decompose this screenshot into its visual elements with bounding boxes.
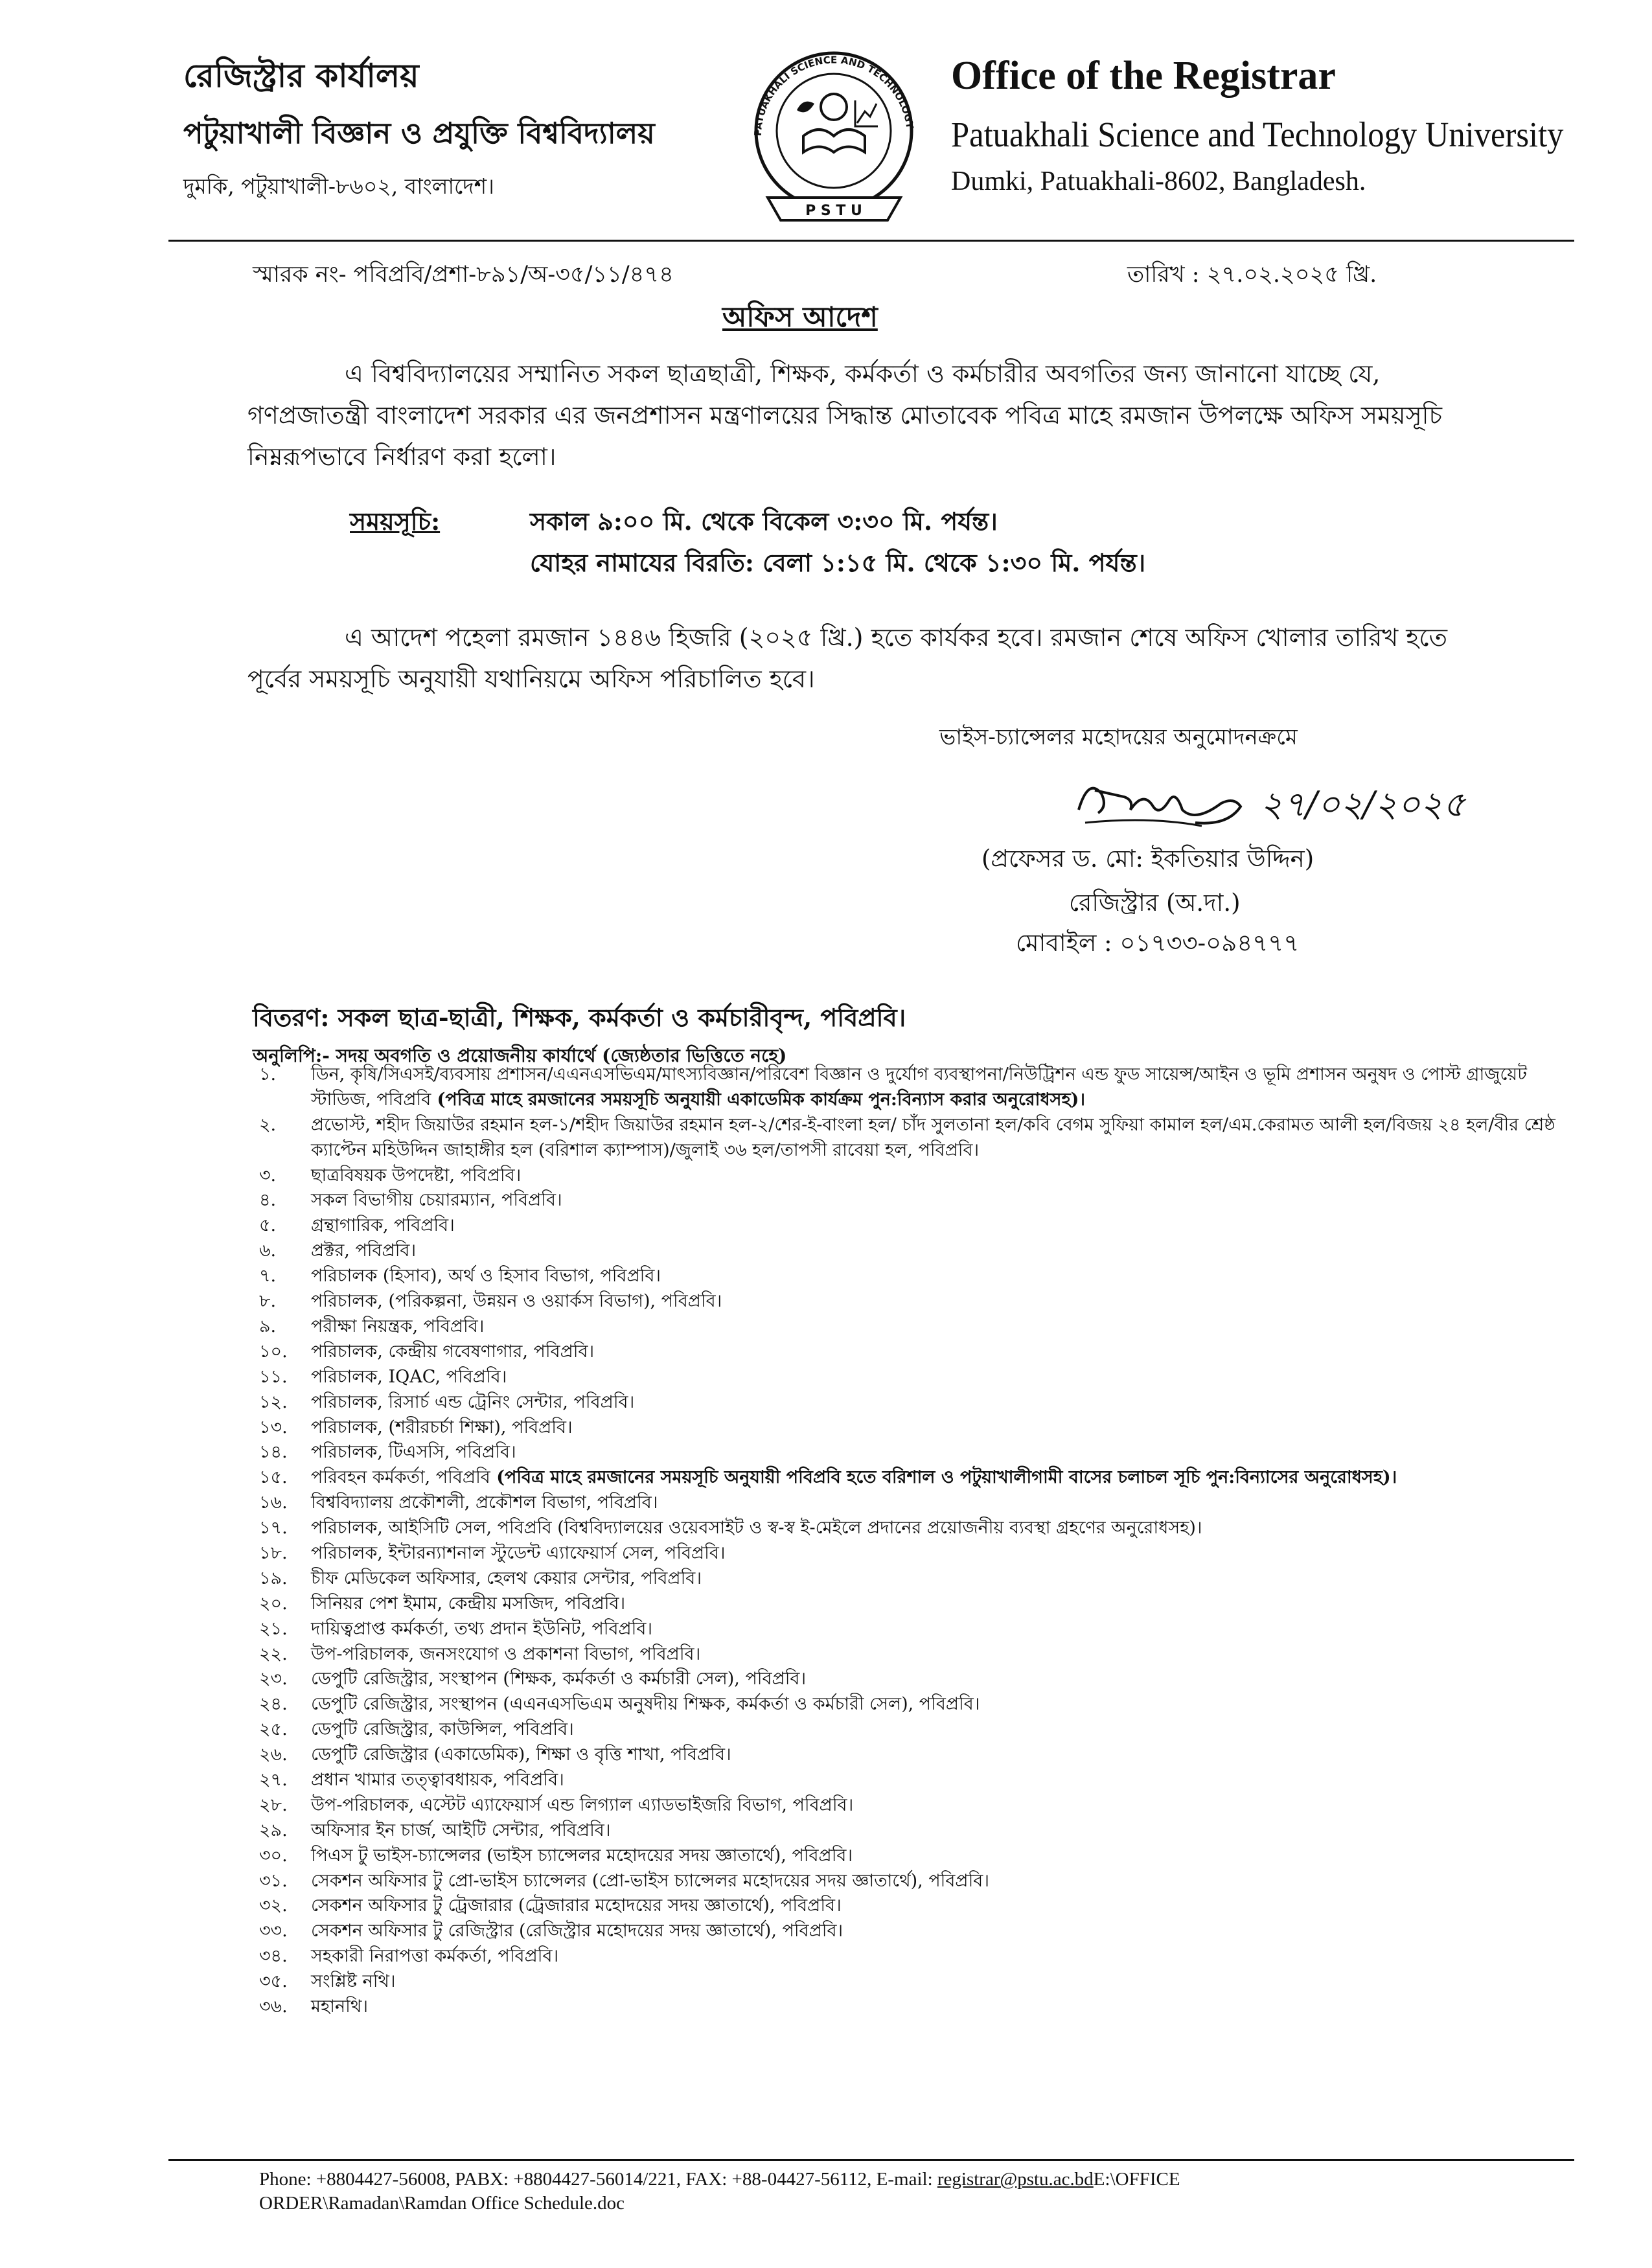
copy-item-recipient: পরিচালক, টিএসসি, পবিপ্রবি। <box>311 1442 516 1463</box>
copy-list-item <box>259 1491 1568 1516</box>
copy-item-text <box>311 1415 1561 1441</box>
copy-item-text <box>311 1642 1561 1667</box>
copy-item-number: ১৬. <box>259 1493 288 1513</box>
footer-contact <box>259 2168 1587 2216</box>
copy-item-recipient: পরিচালক, (পরিকল্পনা, উন্নয়ন ও ওয়ার্কস বিভাগ), পবিপ্রবি। <box>311 1291 722 1312</box>
signatory-name: (প্রফেসর ড. মো: ইকতিয়ার উদ্দিন) <box>981 845 1314 873</box>
copy-item-number: ৩. <box>259 1165 277 1186</box>
copy-list-item <box>259 1239 1568 1264</box>
copy-item-number: ১৭. <box>259 1518 288 1539</box>
copy-list-item <box>259 1415 1568 1441</box>
copy-list-item <box>259 1717 1568 1743</box>
copy-list-item <box>259 1264 1568 1289</box>
copy-list-item <box>259 1617 1568 1642</box>
copy-item-text <box>311 1667 1561 1692</box>
copy-list-item <box>259 1844 1568 1869</box>
copy-item-recipient: প্রধান খামার তত্ত্বাবধায়ক, পবিপ্রবি। <box>311 1769 564 1790</box>
seal-letters: P S T U <box>805 203 862 219</box>
copy-item-number: ৩২. <box>259 1896 288 1916</box>
copy-item-recipient: অফিসার ইন চার্জ, আইটি সেন্টার, পবিপ্রবি। <box>311 1820 611 1840</box>
schedule-line-1: সকাল ৯:০০ মি. থেকে বিকেল ৩:৩০ মি. পর্যন্ত। <box>530 507 998 536</box>
copy-item-number: ৯. <box>259 1316 277 1336</box>
en-address: Dumki, Patuakhali-8602, Bangladesh. <box>951 166 1366 196</box>
effective-text: এ আদেশ পহেলা রমজান ১৪৪৬ হিজরি (২০২৫ খ্রি.) হতে কার্যকর হবে। রমজান শেষে অফিস খোলার তারিখ হতে পূর্বের সময়সূচি অনুযায়ী যথানিয়মে অফিস পরিচালিত হবে। <box>247 623 1448 693</box>
handwritten-date: ২৭/০২/২০২৫ <box>1260 784 1466 825</box>
copy-item-text <box>311 1743 1561 1768</box>
copy-list-item <box>259 1592 1568 1617</box>
signature-scribble <box>1072 764 1267 836</box>
memo-date: তারিখ : ২৭.০২.২০২৫ খ্রি. <box>1127 262 1377 288</box>
copy-item-number: ২৯. <box>259 1820 288 1840</box>
copy-item-number: ১০. <box>259 1341 288 1362</box>
copy-list-item <box>259 1944 1568 1969</box>
copy-item-number: ২৬. <box>259 1745 288 1765</box>
copy-list-item <box>259 1995 1568 2020</box>
copy-list-item <box>259 1894 1568 1919</box>
university-seal <box>742 39 926 233</box>
copy-item-recipient: পরিচালক, (শরীরচর্চা শিক্ষা), পবিপ্রবি। <box>311 1417 573 1438</box>
copy-item-recipient: পরিচালক (হিসাব), অর্থ ও হিসাব বিভাগ, পবিপ্রবি। <box>311 1266 661 1287</box>
copy-list-item <box>259 1188 1568 1213</box>
copy-item-recipient: ডেপুটি রেজিস্ট্রার, সংস্থাপন (এএনএসভিএম অনুষদীয় শিক্ষক, কর্মকর্তা ও কর্মচারী সেল), পবিপ্রবি। <box>311 1694 980 1715</box>
en-university-name: Patuakhali Science and Technology University <box>951 115 1564 154</box>
approval-note: ভাইস-চ্যান্সেলর মহোদয়ের অনুমোদনক্রমে <box>939 724 1298 750</box>
copy-list-item <box>259 1869 1568 1894</box>
copy-item-number: ৪. <box>259 1190 277 1211</box>
copy-list-item <box>259 1642 1568 1667</box>
copy-list-item <box>259 1919 1568 1944</box>
copy-item-recipient: সেকশন অফিসার টু রেজিস্ট্রার (রেজিস্ট্রার মহোদয়ের সদয় জ্ঞাতার্থে), পবিপ্রবি। <box>311 1921 843 1942</box>
copy-item-text <box>311 1617 1561 1642</box>
copy-list-item <box>259 1516 1568 1541</box>
copy-item-text <box>311 1919 1561 1944</box>
copy-item-text <box>311 1818 1561 1844</box>
copy-list-item <box>259 1692 1568 1717</box>
copy-item-recipient: চীফ মেডিকেল অফিসার, হেলথ কেয়ার সেন্টার, পবিপ্রবি। <box>311 1568 702 1588</box>
copy-item-number: ৩৪. <box>259 1946 288 1967</box>
copy-item-text <box>311 1340 1561 1365</box>
copy-item-number: ৭. <box>259 1266 277 1287</box>
copy-list-item <box>259 1314 1568 1340</box>
copy-item-recipient: উপ-পরিচালক, এস্টেট এ্যাফেয়ার্স এন্ড লিগ্যাল এ্যাডভাইজরি বিভাগ, পবিপ্রবি। <box>311 1794 854 1815</box>
copy-item-text <box>311 1869 1561 1894</box>
copy-item-number: ৩০. <box>259 1845 288 1866</box>
copy-list-item <box>259 1289 1568 1314</box>
bn-university-name: পটুয়াখালী বিজ্ঞান ও প্রযুক্তি বিশ্ববিদ্যালয় <box>183 116 655 150</box>
copy-list-item <box>259 1818 1568 1844</box>
copy-item-text <box>311 1894 1561 1919</box>
copy-item-text <box>311 1289 1561 1314</box>
copy-item-text <box>311 1541 1561 1566</box>
schedule-line-2: যোহর নামাযের বিরতি: বেলা ১:১৫ মি. থেকে ১:৩০ মি. পর্যন্ত। <box>530 548 1146 577</box>
copy-item-text <box>311 1163 1561 1189</box>
seal-arc-text: PATUAKHALI SCIENCE AND TECHNOLOGY <box>751 54 916 137</box>
copy-item-number: ১২. <box>259 1392 288 1412</box>
copy-item-recipient: পরিচালক, কেন্দ্রীয় গবেষণাগার, পবিপ্রবি। <box>311 1341 595 1362</box>
copy-list-item <box>259 1365 1568 1390</box>
copy-item-recipient: ডেপুটি রেজিস্ট্রার, সংস্থাপন (শিক্ষক, কর্মকর্তা ও কর্মচারী সেল), পবিপ্রবি। <box>311 1669 807 1690</box>
copy-list <box>259 1062 1568 2020</box>
copy-item-recipient: সহকারী নিরাপত্তা কর্মকর্তা, পবিপ্রবি। <box>311 1946 559 1967</box>
copy-list-item <box>259 1213 1568 1239</box>
copy-item-text <box>311 1995 1561 2020</box>
copy-item-number: ২৩. <box>259 1669 288 1690</box>
copy-list-item <box>259 1566 1568 1592</box>
copy-item-number: ১৯. <box>259 1568 288 1588</box>
copy-item-number: ৫. <box>259 1215 277 1236</box>
copy-item-number: ১. <box>259 1064 277 1084</box>
copy-item-text <box>311 1793 1561 1818</box>
header-rule <box>168 240 1574 242</box>
copy-item-recipient: সংশ্লিষ্ট নথি। <box>311 1971 396 1992</box>
copy-list-item <box>259 1440 1568 1465</box>
copy-item-number: ১৪. <box>259 1442 288 1463</box>
copy-item-number: ২৮. <box>259 1794 288 1815</box>
intro-paragraph <box>247 353 1465 477</box>
bn-address: দুমকি, পটুয়াখালী-৮৬০২, বাংলাদেশ। <box>183 174 494 199</box>
copy-item-text <box>311 1692 1561 1717</box>
copy-item-text <box>311 1516 1561 1541</box>
memo-reference: স্মারক নং- পবিপ্রবি/প্রশা-৮৯১/অ-৩৫/১১/৪৭৪ <box>253 262 674 288</box>
copy-item-text <box>311 1944 1561 1969</box>
copy-item-recipient: উপ-পরিচালক, জনসংযোগ ও প্রকাশনা বিভাগ, পবিপ্রবি। <box>311 1644 701 1664</box>
copy-item-number: ১৩. <box>259 1417 288 1438</box>
copy-item-text <box>311 1717 1561 1743</box>
copy-list-item <box>259 1541 1568 1566</box>
copy-list-item <box>259 1768 1568 1793</box>
copy-item-number: ৬. <box>259 1241 277 1261</box>
copy-item-text <box>311 1440 1561 1465</box>
copy-item-text <box>311 1062 1561 1113</box>
signatory-mobile: মোবাইল : ০১৭৩৩-০৯৪৭৭৭ <box>1016 929 1300 957</box>
copy-item-note: (পবিত্র মাহে রমজানের সময়সূচি অনুযায়ী একাডেমিক কার্যক্রম পুন:বিন্যাস করার অনুরোধসহ)। <box>431 1089 1086 1110</box>
copy-item-recipient: সিনিয়র পেশ ইমাম, কেন্দ্রীয় মসজিদ, পবিপ্রবি। <box>311 1593 626 1614</box>
copy-item-note: (পবিত্র মাহে রমজানের সময়সূচি অনুযায়ী পবিপ্রবি হতে বরিশাল ও পটুয়াখালীগামী বাসের চলাচল সূচি পুন:বিন্যাসের অনুরোধসহ)। <box>490 1467 1397 1488</box>
copy-item-text <box>311 1390 1561 1415</box>
copy-item-recipient: পরিচালক, আইসিটি সেল, পবিপ্রবি (বিশ্ববিদ্যালয়ের ওয়েবসাইট ও স্ব-স্ব ই-মেইলে প্রদানের প্রয়োজনীয় ব্যবস্থা গ্রহণের অনুরোধসহ)। <box>311 1518 1202 1539</box>
copy-item-text <box>311 1844 1561 1869</box>
copy-item-number: ২২. <box>259 1644 288 1664</box>
en-office-title: Office of the Registrar <box>951 54 1336 98</box>
copy-item-text <box>311 1213 1561 1239</box>
copy-item-recipient: ডেপুটি রেজিস্ট্রার, কাউন্সিল, পবিপ্রবি। <box>311 1719 574 1740</box>
copy-item-text <box>311 1566 1561 1592</box>
copy-item-recipient: সকল বিভাগীয় চেয়ারম্যান, পবিপ্রবি। <box>311 1190 562 1211</box>
copy-list-item <box>259 1667 1568 1692</box>
copy-item-number: ৩৫. <box>259 1971 288 1992</box>
copy-item-recipient: ছাত্রবিষয়ক উপদেষ্টা, পবিপ্রবি। <box>311 1165 522 1186</box>
copy-item-recipient: সেকশন অফিসার টু প্রো-ভাইস চ্যান্সেলর (প্রো-ভাইস চ্যান্সেলর মহোদয়ের সদয় জ্ঞাতার্থে), পবিপ্রবি। <box>311 1870 989 1891</box>
copy-list-item <box>259 1793 1568 1818</box>
copy-item-recipient: বিশ্ববিদ্যালয় প্রকৌশলী, প্রকৌশল বিভাগ, পবিপ্রবি। <box>311 1493 658 1513</box>
copy-list-item <box>259 1390 1568 1415</box>
copy-item-recipient: প্রভোস্ট, শহীদ জিয়াউর রহমান হল-১/শহীদ জিয়াউর রহমান হল-২/শের-ই-বাংলা হল/ চাঁদ সুলতানা হল/কবি বেগম সুফিয়া কামাল হল/এম.কেরামত আলী হল/বিজয় ২৪ হল/বীর শ্রেষ্ঠ ক্যাপ্টেন মহিউদ্দিন জাহাঙ্গীর হল (বরিশাল ক্যাম্পাস)/জুলাই ৩৬ হল/তাপসী রাবেয়া হল, পবিপ্রবি। <box>311 1114 1555 1160</box>
copy-item-recipient: পরিবহন কর্মকর্তা, পবিপ্রবি <box>311 1467 490 1488</box>
copy-item-text <box>311 1264 1561 1289</box>
copy-item-number: ৩১. <box>259 1870 288 1891</box>
copy-item-number: ৩৬. <box>259 1996 288 2017</box>
footer-contact-text: Phone: +8804427-56008, PABX: +8804427-56014/221, FAX: +88-04427-56112, E-mail: <box>259 2169 937 2190</box>
copy-item-number: ২১. <box>259 1618 288 1639</box>
order-title: অফিস আদেশ <box>722 301 878 334</box>
copy-item-recipient: সেকশন অফিসার টু ট্রেজারার (ট্রেজারার মহোদয়ের সদয় জ্ঞাতার্থে), পবিপ্রবি। <box>311 1896 842 1916</box>
copy-item-text <box>311 1113 1561 1163</box>
copy-item-text <box>311 1314 1561 1340</box>
footer-path-tail: E:\OFFICE <box>1093 2169 1180 2190</box>
copy-item-text <box>311 1188 1561 1213</box>
copy-item-number: ৮. <box>259 1291 277 1312</box>
copy-list-item <box>259 1062 1568 1113</box>
copy-heading: অনুলিপি:- সদয় অবগতি ও প্রয়োজনীয় কার্যার্থে (জ্যেষ্ঠতার ভিত্তিতে নহে) <box>253 1045 787 1066</box>
distribution-line: বিতরণ: সকল ছাত্র-ছাত্রী, শিক্ষক, কর্মকর্তা ও কর্মচারীবৃন্দ, পবিপ্রবি। <box>253 1003 906 1032</box>
copy-item-recipient: মহানথি। <box>311 1996 368 2017</box>
copy-item-number: ২. <box>259 1114 277 1135</box>
copy-item-text <box>311 1969 1561 1995</box>
copy-list-item <box>259 1465 1568 1491</box>
copy-item-text <box>311 1491 1561 1516</box>
copy-item-number: ১৫. <box>259 1467 288 1488</box>
copy-item-text <box>311 1239 1561 1264</box>
copy-item-number: ২০. <box>259 1593 288 1614</box>
registrar-email-link[interactable]: registrar@pstu.ac.bd <box>937 2169 1094 2190</box>
schedule-label: সময়সূচি: <box>350 507 441 536</box>
copy-item-number: ২৭. <box>259 1769 288 1790</box>
copy-item-number: ১৮. <box>259 1542 288 1563</box>
copy-item-recipient: পরীক্ষা নিয়ন্ত্রক, পবিপ্রবি। <box>311 1316 485 1336</box>
copy-list-item <box>259 1743 1568 1768</box>
effective-paragraph <box>247 617 1465 700</box>
copy-item-number: ৩৩. <box>259 1921 288 1942</box>
signatory-designation: রেজিস্ট্রার (অ.দা.) <box>1069 889 1241 917</box>
intro-text: এ বিশ্ববিদ্যালয়ের সম্মানিত সকল ছাত্রছাত্রী, শিক্ষক, কর্মকর্তা ও কর্মচারীর অবগতির জন্য জানানো যাচ্ছে যে, গণপ্রজাতন্ত্রী বাংলাদেশ সরকার এর জনপ্রশাসন মন্ত্রণালয়ের সিদ্ধান্ত মোতাবেক পবিত্র মাহে রমজান উপলক্ষে অফিস সময়সূচি নিম্নরূপভাবে নির্ধারণ করা হলো। <box>247 360 1443 471</box>
copy-item-recipient: পরিচালক, রিসার্চ এন্ড ট্রেনিং সেন্টার, পবিপ্রবি। <box>311 1392 635 1412</box>
copy-item-text <box>311 1768 1561 1793</box>
footer-file-path: ORDER\Ramadan\Ramdan Office Schedule.doc <box>259 2193 625 2214</box>
bn-office-title: রেজিস্ট্রার কার্যালয় <box>183 56 419 95</box>
copy-item-number: ২৫. <box>259 1719 288 1740</box>
copy-list-item <box>259 1340 1568 1365</box>
copy-item-recipient: পিএস টু ভাইস-চ্যান্সেলর (ভাইস চ্যান্সেলর মহোদয়ের সদয় জ্ঞাতার্থে), পবিপ্রবি। <box>311 1845 853 1866</box>
copy-list-item <box>259 1163 1568 1189</box>
copy-item-recipient: পরিচালক, ইন্টারন্যাশনাল স্টুডেন্ট এ্যাফেয়ার্স সেল, পবিপ্রবি। <box>311 1542 726 1563</box>
copy-item-recipient: দায়িত্বপ্রাপ্ত কর্মকর্তা, তথ্য প্রদান ইউনিট, পবিপ্রবি। <box>311 1618 653 1639</box>
copy-item-text <box>311 1365 1561 1390</box>
copy-item-text <box>311 1592 1561 1617</box>
copy-item-recipient: পরিচালক, IQAC, পবিপ্রবি। <box>311 1366 507 1387</box>
copy-item-recipient: গ্রন্থাগারিক, পবিপ্রবি। <box>311 1215 455 1236</box>
copy-item-text <box>311 1465 1561 1491</box>
copy-item-number: ১১. <box>259 1366 288 1387</box>
copy-item-recipient: ডেপুটি রেজিস্ট্রার (একাডেমিক), শিক্ষা ও বৃত্তি শাখা, পবিপ্রবি। <box>311 1745 731 1765</box>
copy-list-item <box>259 1969 1568 1995</box>
copy-item-recipient: ডিন, কৃষি/সিএসই/ব্যবসায় প্রশাসন/এএনএসভিএম/মাৎস্যবিজ্ঞান/পরিবেশ বিজ্ঞান ও দুর্যোগ ব্যবস্থাপনা/নিউট্রিশন এন্ড ফুড সায়েন্স/আইন ও ভূমি প্রশাসন অনুষদ ও পোস্ট গ্রাজুয়েট স্টাডিজ, পবিপ্রবি <box>311 1064 1527 1110</box>
footer-rule <box>168 2159 1574 2161</box>
copy-item-recipient: প্রক্টর, পবিপ্রবি। <box>311 1241 417 1261</box>
copy-list-item <box>259 1113 1568 1163</box>
copy-item-number: ২৪. <box>259 1694 288 1715</box>
